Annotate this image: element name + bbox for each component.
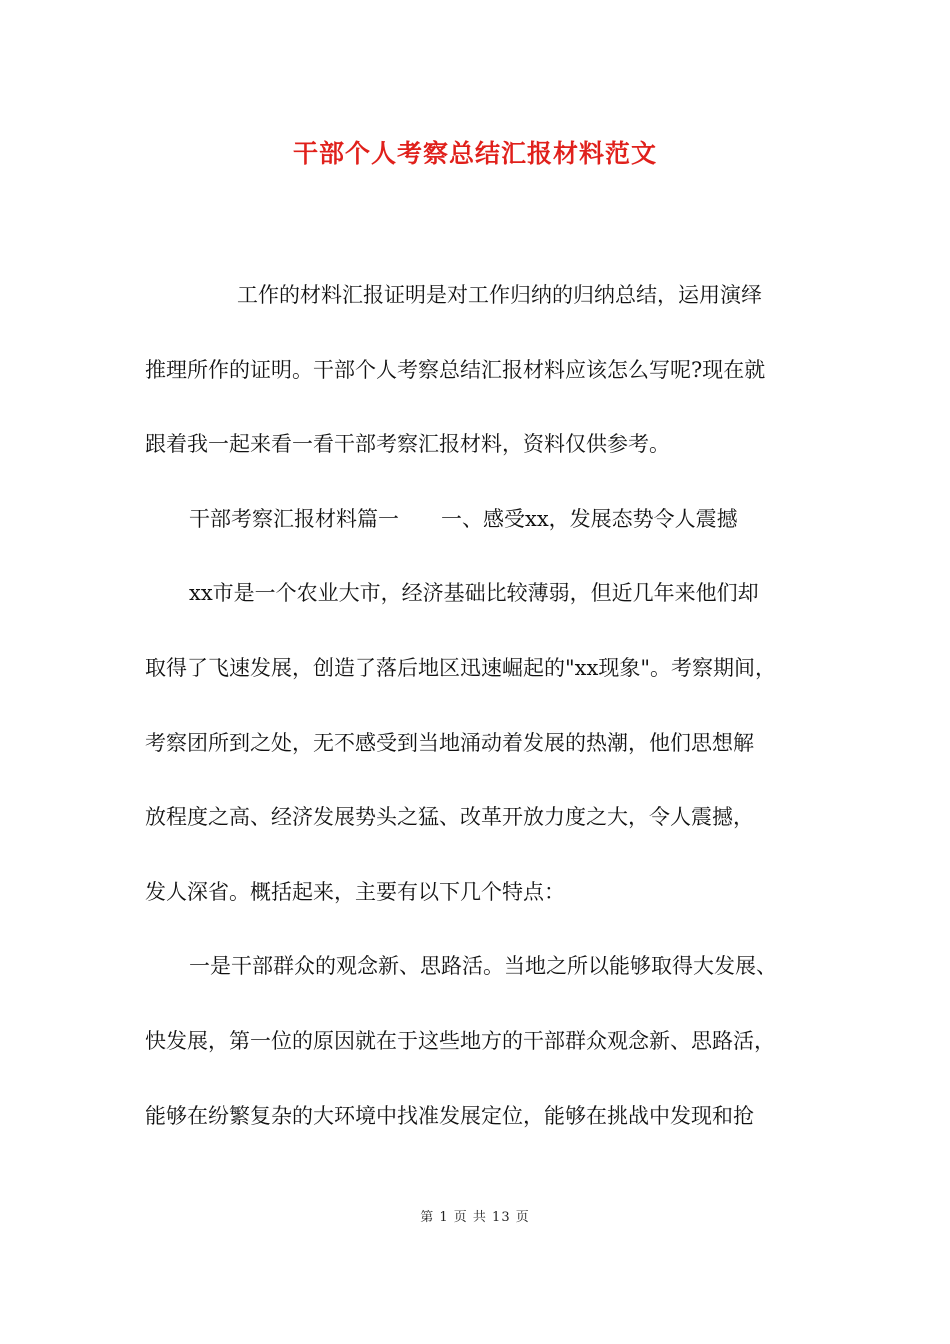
body-line: 工作的材料汇报证明是对工作归纳的归纳总结，运用演绎 (237, 283, 762, 307)
body-line: 干部考察汇报材料篇一 一、感受xx，发展态势令人震撼 (189, 506, 738, 531)
body-line: 取得了飞速发展，创造了落后地区迅速崛起的"xx现象"。考察期间， (145, 655, 777, 680)
document-body (145, 276, 810, 1171)
body-line: 放程度之高、经济发展势头之猛、改革开放力度之大，令人震撼， (145, 805, 754, 830)
body-line: 跟着我一起来看一看干部考察汇报材料，资料仅供参考。 (145, 432, 670, 457)
document-title: 干部个人考察总结汇报材料范文 (292, 139, 657, 168)
body-line: 能够在纷繁复杂的大环境中找准发展定位，能够在挑战中发现和抢 (145, 1103, 754, 1128)
body-line: 快发展，第一位的原因就在于这些地方的干部群众观念新、思路活， (145, 1028, 775, 1053)
body-line: 一是干部群众的观念新、思路活。当地之所以能够取得大发展、 (189, 954, 777, 979)
body-line: 发人深省。概括起来，主要有以下几个特点： (145, 879, 565, 904)
body-line: 推理所作的证明。干部个人考察总结汇报材料应该怎么写呢?现在就 (145, 357, 766, 382)
body-line: 考察团所到之处，无不感受到当地涌动着发展的热潮，他们思想解 (145, 730, 754, 755)
page-footer: 第 1 页 共 13 页 (420, 1210, 530, 1225)
body-line: xx市是一个农业大市，经济基础比较薄弱，但近几年来他们却 (189, 581, 759, 606)
